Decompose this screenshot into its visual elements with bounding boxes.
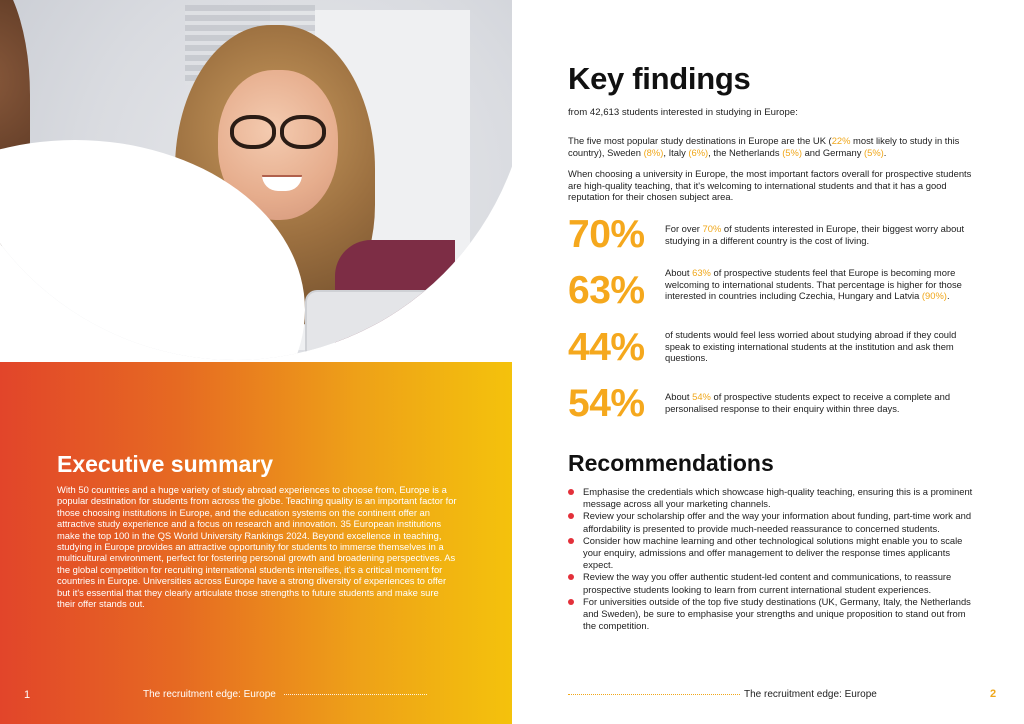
- key-findings-factors: When choosing a university in Europe, the most important factors overall for prospective students are high-quality teaching, that it's welcoming to international students and that it has a good reputation for their chosen subject area.: [568, 168, 972, 203]
- page-number-right: 2: [990, 688, 997, 700]
- recommendation-item: Review your scholarship offer and the way your information about funding, part-time work and affordability is presented to provide much-needed reassurance to concerned students.: [568, 510, 978, 534]
- bullet-dot-icon: [568, 489, 574, 495]
- stat-description: of students would feel less worried about studying abroad if they could speak to existing international students at the institution and ask them questions.: [665, 329, 957, 364]
- footer-title-right: The recruitment edge: Europe: [744, 689, 877, 700]
- stat-description: About 63% of prospective students feel that Europe is becoming more welcoming to international students. That percentage is higher for those interested in countries including Czechia, Hungary and Latvia (90%).: [665, 267, 962, 302]
- stat-value: 63%: [568, 269, 645, 312]
- bullet-dot-icon: [568, 538, 574, 544]
- recommendation-item: For universities outside of the top five study destinations (UK, Germany, Italy, the Netherlands and Sweden), be sure to emphasise your strengths and unique proposition to stand out from the competition.: [568, 596, 978, 633]
- executive-summary-title: Executive summary: [57, 451, 274, 477]
- page-number-left: 1: [24, 689, 31, 701]
- bullet-dot-icon: [568, 574, 574, 580]
- stat-description: About 54% of prospective students expect to receive a complete and personalised response to their enquiry within three days.: [665, 391, 951, 414]
- key-findings-subtitle: from 42,613 students interested in studying in Europe:: [568, 107, 798, 118]
- photo-glasses: [230, 115, 330, 143]
- footer-rule-left: [284, 694, 427, 695]
- key-findings-title: Key findings: [568, 61, 751, 96]
- stat-value: 70%: [568, 213, 645, 256]
- recommendations-list: [568, 486, 978, 632]
- stat-value: 54%: [568, 382, 645, 425]
- cover-photo: [0, 0, 512, 362]
- recommendation-item: Consider how machine learning and other technological solutions might enable you to scale your enquiry, admissions and offer management to deliver the response times applicants expect.: [568, 535, 978, 572]
- bullet-dot-icon: [568, 513, 574, 519]
- executive-summary-body: With 50 countries and a huge variety of study abroad experiences to choose from, Europe is a popular destination for students from across the globe. Teaching quality is an important factor for those choosing institutions in Europe, and the education systems on the continent offer an attractive study experience and a focus on research and innovation. 35 European institutions make the top 100 in the QS World University Rankings 2024. Beyond excellence in teaching, studying in Europe provides an attractive opportunity for students to immerse themselves in a multicultural environment, perfect for fostering personal growth and broadening perspectives. As the global competition for recruiting international students intensifies, it's a critical moment for countries in Europe. Universities across Europe have a strong diversity of experiences to offer but it's essential that they clearly articulate those strengths to future students and make sure their offer stands out.: [57, 484, 457, 610]
- footer-rule-right: [568, 694, 740, 695]
- recommendation-item: Review the way you offer authentic student-led content and communications, to reassure prospective students looking to learn from current international student experiences.: [568, 571, 978, 595]
- recommendation-item: Emphasise the credentials which showcase high-quality teaching, ensuring this is a prominent message across all your marketing channels.: [568, 486, 978, 510]
- footer-title-left: The recruitment edge: Europe: [143, 689, 276, 700]
- bullet-dot-icon: [568, 599, 574, 605]
- stat-value: 44%: [568, 326, 645, 369]
- stat-description: For over 70% of students interested in Europe, their biggest worry about studying in a different country is the cost of living.: [665, 223, 965, 246]
- photo-circle-crop: [0, 0, 512, 360]
- recommendations-title: Recommendations: [568, 450, 774, 476]
- photo-laptop: [305, 290, 469, 360]
- key-findings-destinations: The five most popular study destinations in Europe are the UK (22% most likely to study in this country), Sweden (8%), Italy (6%), the Netherlands (5%) and Germany (5%).: [568, 135, 960, 158]
